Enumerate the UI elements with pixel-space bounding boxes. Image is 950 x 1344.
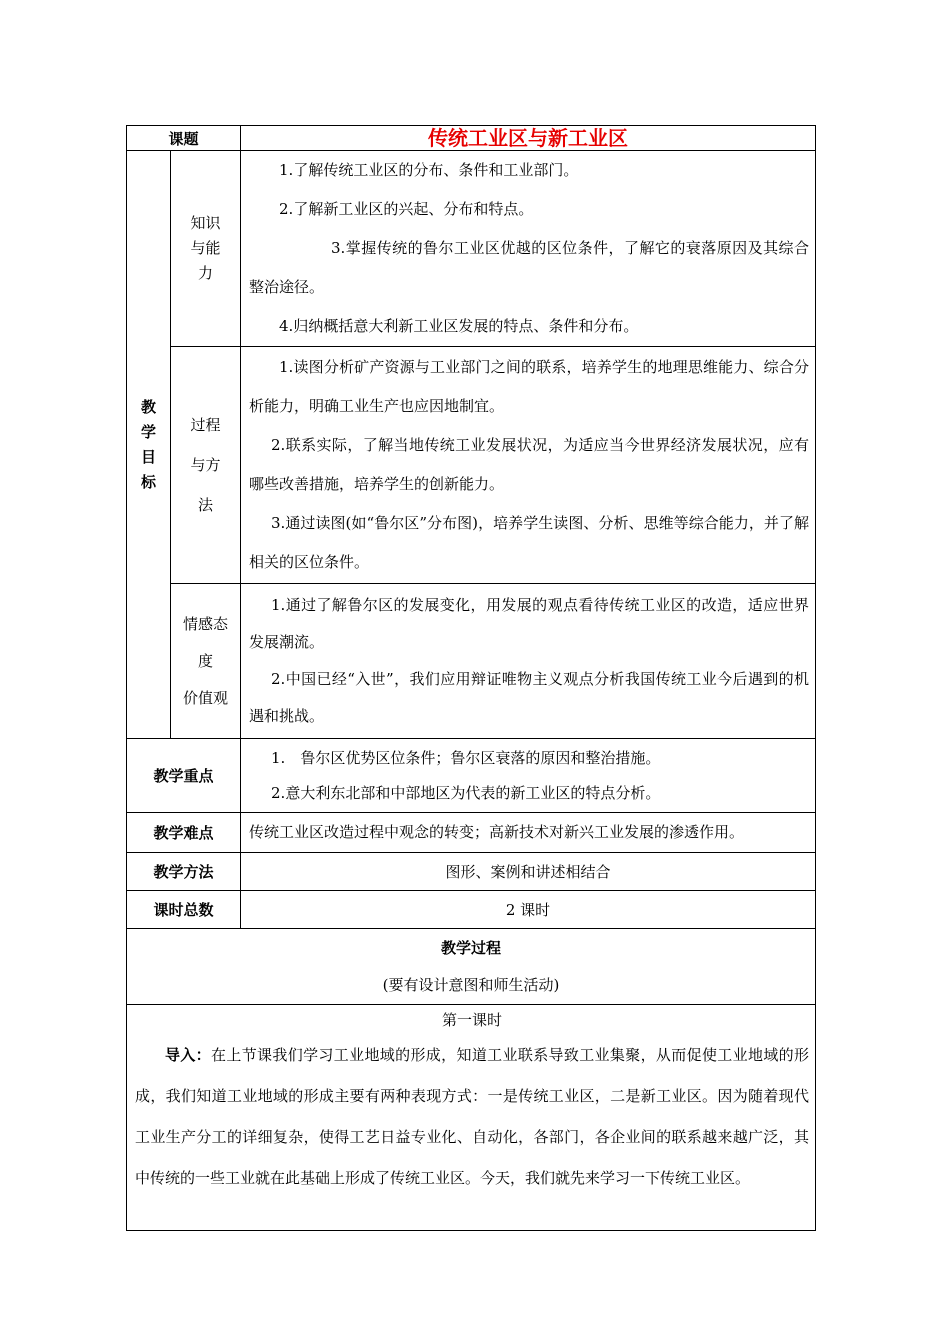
process-section-title: 教学过程 [441, 938, 502, 957]
hours-row [127, 891, 816, 929]
process-label: 过程与方法 [171, 347, 241, 584]
objective-process-row [127, 347, 816, 584]
objective-values-row [127, 584, 816, 739]
key-point-2: 2.意大利东北部和中部地区为代表的新工业区的特点分析。 [271, 783, 661, 802]
process-section [127, 929, 816, 1005]
methods-row [127, 853, 816, 891]
objectives-group-label: 教学目标 [127, 151, 171, 739]
process-item-1: 1.读图分析矿产资源与工业部门之间的联系，培养学生的地理思维能力、综合分析能力，明确工业生产也应因地制宜。 [249, 358, 810, 415]
key-points-label: 教学重点 [127, 739, 241, 813]
knowledge-item-2: 2.了解新工业区的兴起、分布和特点。 [279, 200, 534, 218]
topic-label: 课题 [127, 126, 241, 151]
process-item-2: 2.联系实际，了解当地传统工业发展状况，为适应当今世界经济发展状况，应有哪些改善措施，培养学生的创新能力。 [249, 436, 810, 493]
values-item-2: 2.中国已经“入世”，我们应用辩证唯物主义观点分析我国传统工业今后遇到的机遇和挑战。 [249, 670, 810, 725]
process-item-3: 3.通过读图(如“鲁尔区”分布图)，培养学生读图、分析、思维等综合能力，并了解相关的区位条件。 [249, 514, 810, 571]
objective-knowledge-row [127, 151, 816, 347]
key-points-row [127, 739, 816, 813]
values-content [241, 584, 816, 739]
key-points-content [241, 739, 816, 813]
knowledge-item-3: 3.掌握传统的鲁尔工业区优越的区位条件，了解它的衰落原因及其综合整治途径。 [249, 239, 810, 296]
difficulties-row [127, 813, 816, 853]
process-section-row [127, 929, 816, 1005]
knowledge-label: 知识与能力 [171, 151, 241, 347]
difficulties-content: 传统工业区改造过程中观念的转变；高新技术对新兴工业发展的渗透作用。 [241, 813, 816, 853]
methods-label: 教学方法 [127, 853, 241, 891]
intro-text: 在上节课我们学习工业地域的形成，知道工业联系导致工业集聚，从而促使工业地域的形成，我们知道工业地域的形成主要有两种表现方式：一是传统工业区，二是新工业区。因为随着现代工业生产分工的详细复杂，使得工艺日益专业化、自动化，各部门，各企业间的联系越来越广泛，其中传统的一些工业就在此基础上形成了传统工业区。今天，我们就先来学习一下传统工业区。 [135, 1046, 810, 1187]
knowledge-content [241, 151, 816, 347]
knowledge-item-4: 4.归纳概括意大利新工业区发展的特点、条件和分布。 [279, 317, 639, 335]
lesson-plan-table [126, 125, 816, 1231]
process-section-subtitle: (要有设计意图和师生活动) [382, 975, 560, 994]
lesson-intro [135, 1035, 809, 1199]
knowledge-item-1: 1.了解传统工业区的分布、条件和工业部门。 [279, 161, 579, 179]
lesson-row [127, 1005, 816, 1231]
lesson-heading: 第一课时 [442, 1011, 503, 1029]
key-point-1: 1. 鲁尔区优势区位条件；鲁尔区衰落的原因和整治措施。 [271, 748, 661, 767]
hours-label: 课时总数 [127, 891, 241, 929]
lesson-content [127, 1005, 816, 1231]
title-row [127, 126, 816, 151]
hours-content: 2 课时 [241, 891, 816, 929]
values-item-1: 1.通过了解鲁尔区的发展变化，用发展的观点看待传统工业区的改造，适应世界发展潮流。 [249, 596, 810, 651]
methods-content: 图形、案例和讲述相结合 [241, 853, 816, 891]
intro-label: 导入： [165, 1046, 212, 1064]
values-label: 情感态 度 价值观 [171, 584, 241, 739]
difficulties-label: 教学难点 [127, 813, 241, 853]
process-content [241, 347, 816, 584]
lesson-title: 传统工业区与新工业区 [241, 126, 816, 151]
